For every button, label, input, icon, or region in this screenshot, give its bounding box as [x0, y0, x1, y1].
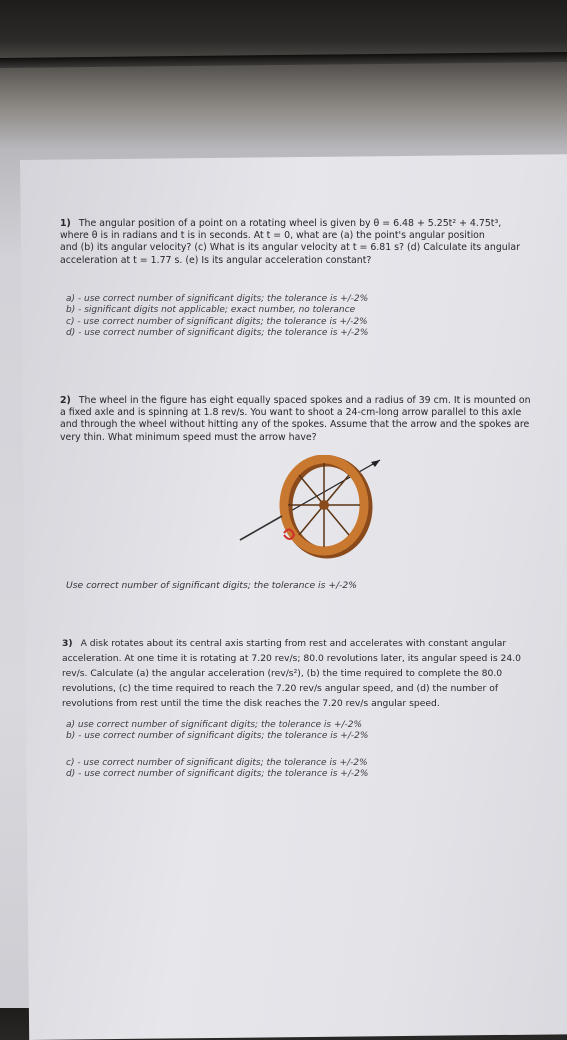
answer-line: a) - use correct number of significant digits; the tolerance is +/-2% — [66, 294, 369, 304]
question-1-line: where θ is in radians and t is in seconds. At t = 0, what are (a) the point's angular position — [60, 230, 485, 242]
question-2 — [60, 395, 555, 444]
question-1-answers — [66, 294, 368, 340]
question-3-answers — [66, 720, 368, 781]
question-3 — [62, 636, 552, 711]
question-2-number: 2) — [60, 395, 71, 406]
question-2-line: and through the wheel without hitting any of the spokes. Assume that the arrow and the spokes are — [60, 419, 530, 431]
question-2-line: a fixed axle and is spinning at 1.8 rev/s. You want to shoot a 24-cm-long arrow parallel to this axle — [60, 407, 522, 419]
arrow-head — [371, 460, 380, 467]
question-1 — [60, 218, 550, 267]
question-1-number: 1) — [60, 218, 71, 229]
answer-line: d) - use correct number of significant digits; the tolerance is +/-2% — [66, 328, 369, 339]
question-3-number: 3) — [62, 638, 73, 649]
question-3-line: A disk rotates about its central axis starting from rest and accelerates with constant angular — [80, 638, 507, 649]
question-3-line: revolutions, (c) the time required to reach the 7.20 rev/s angular speed, and (d) the number of — [62, 683, 499, 694]
question-1-line: and (b) its angular velocity? (c) What is its angular velocity at t = 6.81 s? (d) Calculate its angular — [60, 242, 520, 254]
background-ledge — [0, 52, 567, 68]
question-2-line: The wheel in the figure has eight equally spaced spokes and a radius of 39 cm. It is mounted on — [78, 395, 531, 406]
paper-sheet — [20, 154, 567, 1040]
wheel-arrow-figure — [232, 455, 382, 570]
answer-line: c) - use correct number of significant digits; the tolerance is +/-2% — [66, 316, 368, 327]
question-1-line: acceleration at t = 1.77 s. (e) Is its angular acceleration constant? — [60, 254, 372, 266]
question-3-line: rev/s. Calculate (a) the angular acceleration (rev/s²), (b) the time required to complete the 80.0 — [62, 668, 503, 679]
question-2-line: very thin. What minimum speed must the arrow have? — [60, 431, 317, 443]
wheel-hub — [319, 500, 329, 510]
question-3-line: revolutions from rest until the time the disk reaches the 7.20 rev/s angular speed. — [62, 698, 440, 709]
question-1-line: The angular position of a point on a rotating wheel is given by θ = 6.48 + 5.25t² + 4.75t³, — [78, 218, 502, 229]
answer-line: c) - use correct number of significant digits; the tolerance is +/-2% — [66, 757, 368, 768]
arrow-tail — [240, 516, 282, 540]
answer-line: b) - significant digits not applicable; exact number, no tolerance — [66, 305, 356, 316]
answer-line: d) - use correct number of significant digits; the tolerance is +/-2% — [66, 769, 369, 780]
answer-line: b) - use correct number of significant digits; the tolerance is +/-2% — [66, 731, 369, 742]
question-2-tolerance: Use correct number of significant digits; the tolerance is +/-2% — [66, 580, 357, 591]
answer-line: a) use correct number of significant digits; the tolerance is +/-2% — [66, 720, 363, 730]
question-3-line: acceleration. At one time it is rotating at 7.20 rev/s; 80.0 revolutions later, its angular speed is 24.0 — [62, 653, 522, 664]
